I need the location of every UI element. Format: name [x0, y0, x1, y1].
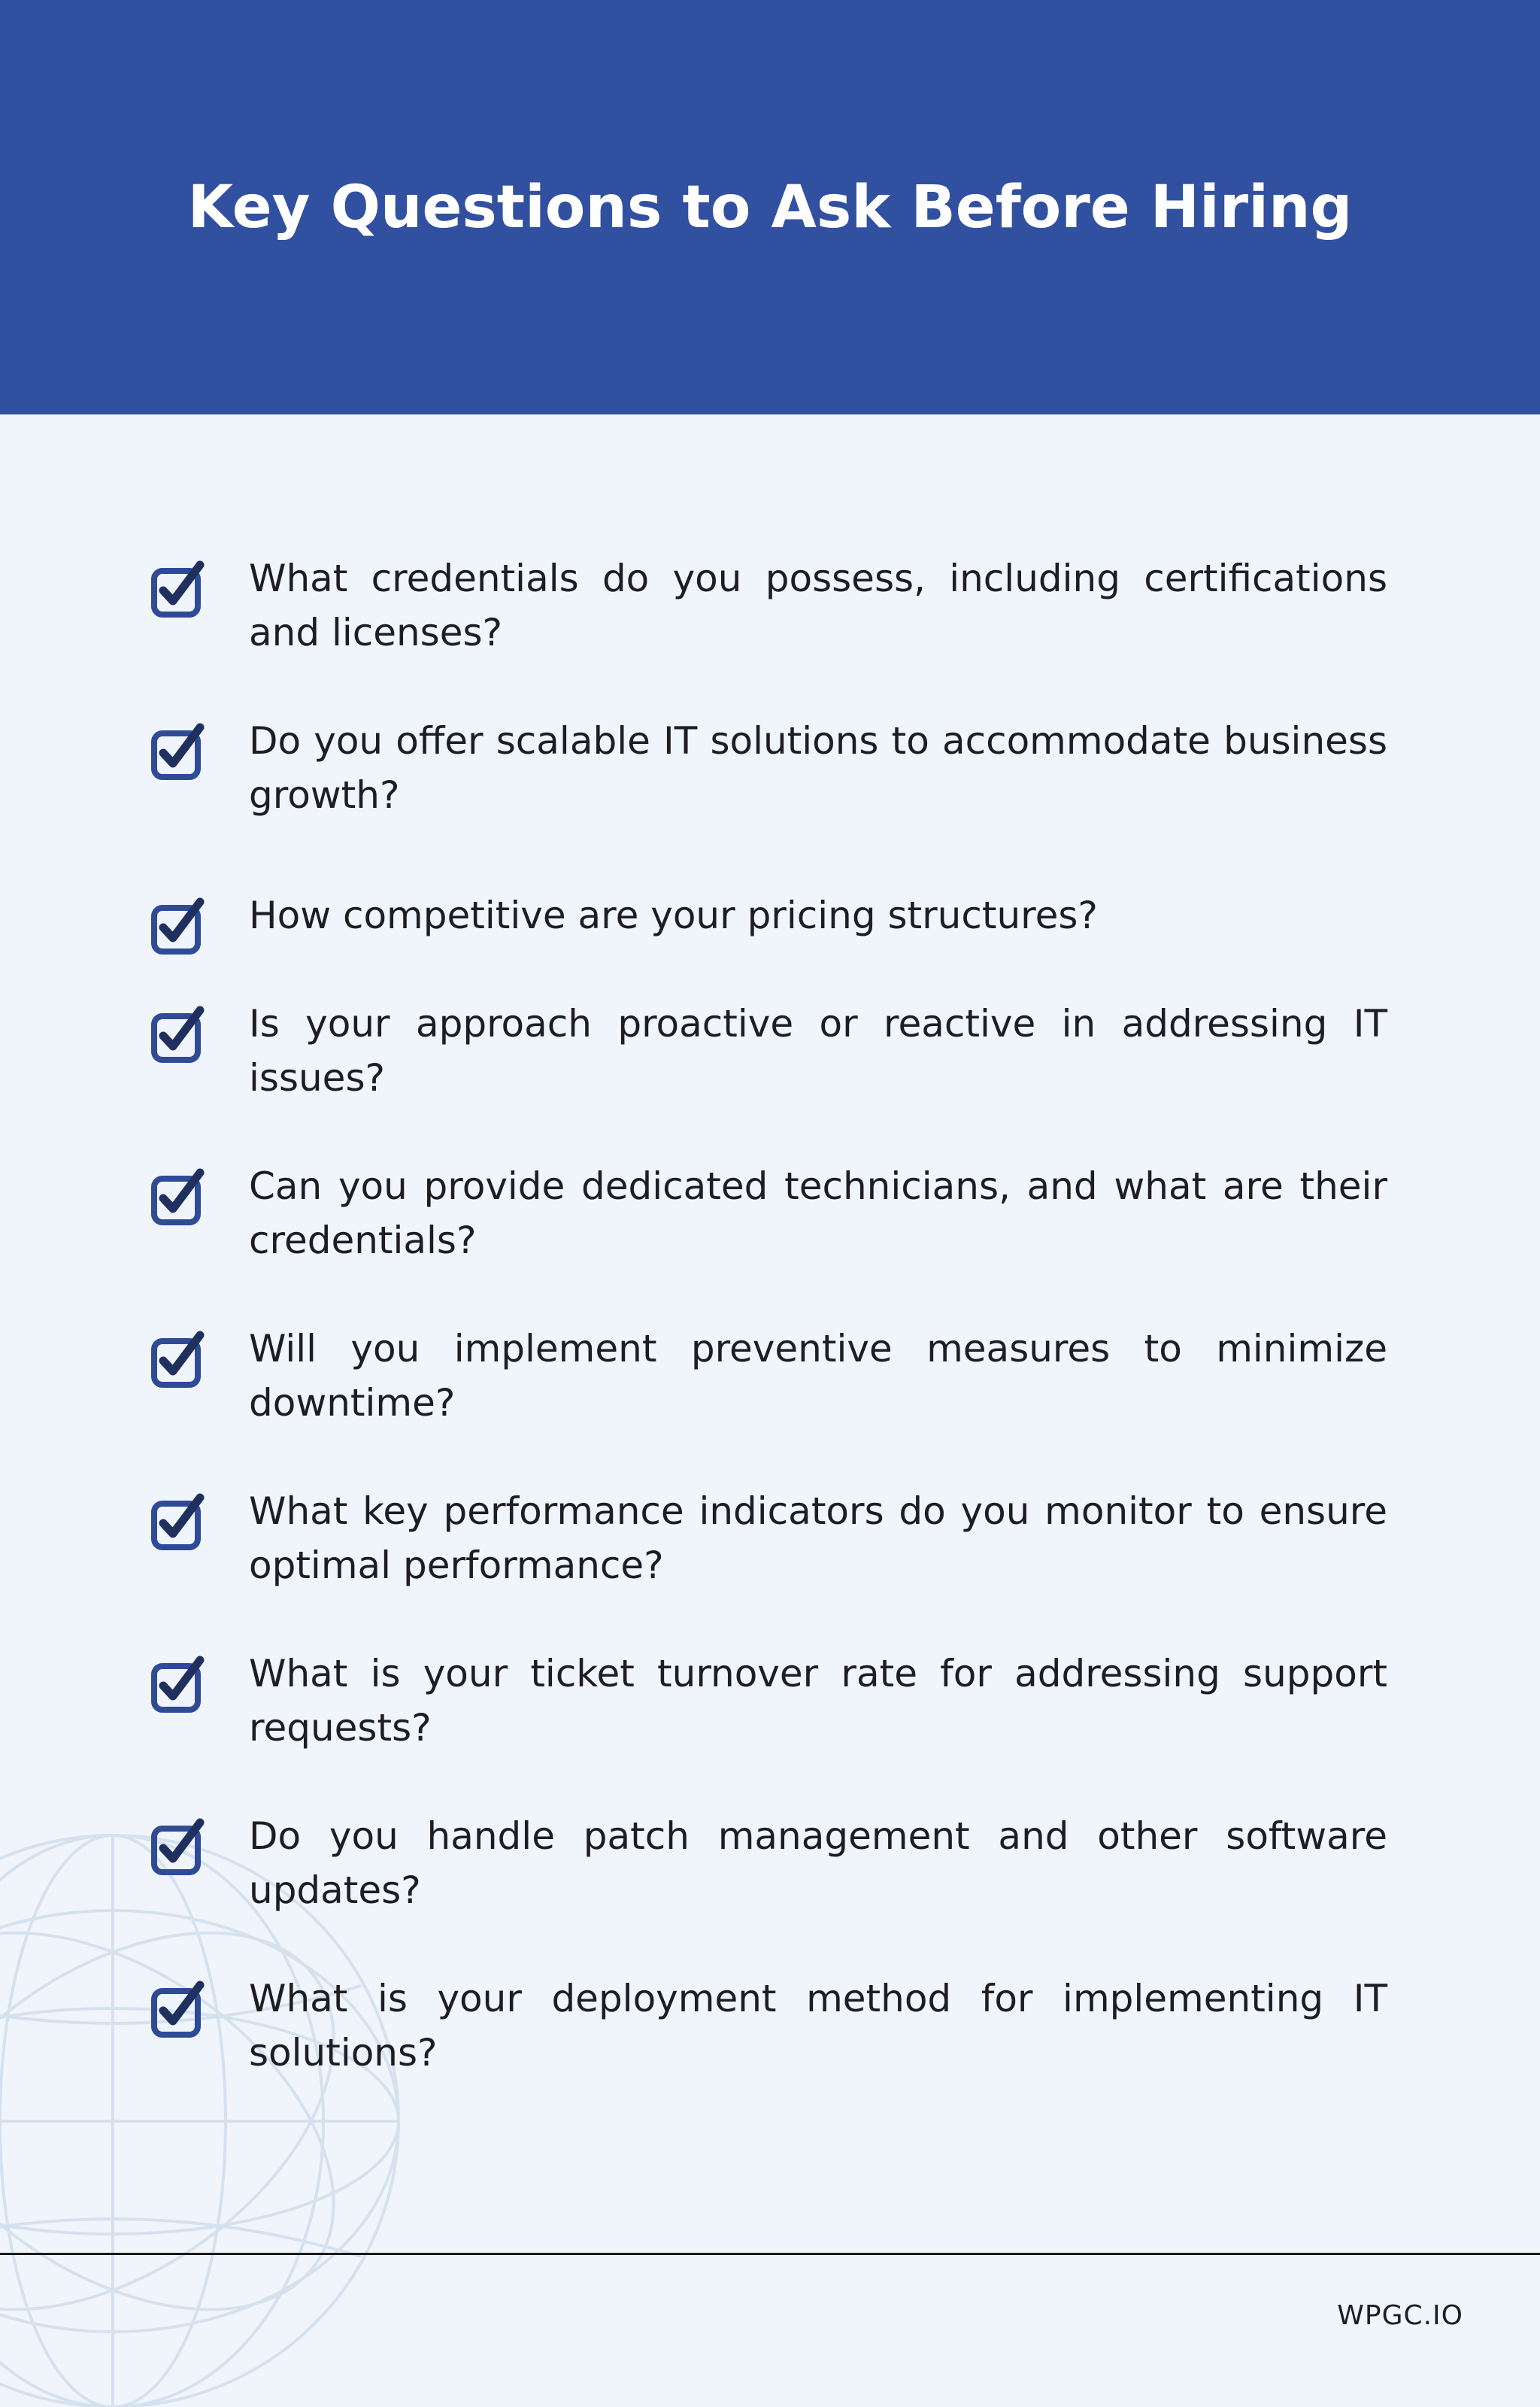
footer-divider: [0, 2253, 1540, 2255]
question-text: Do you offer scalable IT solutions to accommodate business growth?: [249, 719, 1387, 817]
checkbox-checked-icon: [150, 1006, 209, 1064]
checkbox-checked-icon: [150, 1981, 209, 2039]
page-title: Key Questions to Ask Before Hiring: [187, 174, 1353, 241]
checkbox-checked-icon: [150, 1168, 209, 1227]
question-text: Will you implement preventive measures to minimize downtime?: [249, 1327, 1387, 1425]
question-text: What key performance indicators do you monitor to ensure optimal performance?: [249, 1489, 1387, 1587]
question-text: What is your ticket turnover rate for addressing support requests?: [249, 1652, 1387, 1750]
question-text: Do you handle patch management and other software updates?: [249, 1814, 1387, 1912]
question-text: How competitive are your pricing structures?: [249, 894, 1098, 937]
checkbox-checked-icon: [150, 1493, 209, 1552]
checkbox-checked-icon: [150, 1656, 209, 1714]
footer-brand: WPGC.IO: [1337, 2300, 1463, 2331]
question-text: What credentials do you possess, including certifications and licenses?: [249, 557, 1387, 654]
checkbox-checked-icon: [150, 560, 209, 619]
checkbox-checked-icon: [150, 1331, 209, 1389]
question-text: What is your deployment method for implementing IT solutions?: [249, 1977, 1387, 2075]
checkbox-checked-icon: [150, 1818, 209, 1877]
checkbox-checked-icon: [150, 897, 209, 956]
question-text: Can you provide dedicated technicians, and what are their credentials?: [249, 1164, 1387, 1262]
question-text: Is your approach proactive or reactive in addressing IT issues?: [249, 1002, 1387, 1100]
checkbox-checked-icon: [150, 723, 209, 782]
